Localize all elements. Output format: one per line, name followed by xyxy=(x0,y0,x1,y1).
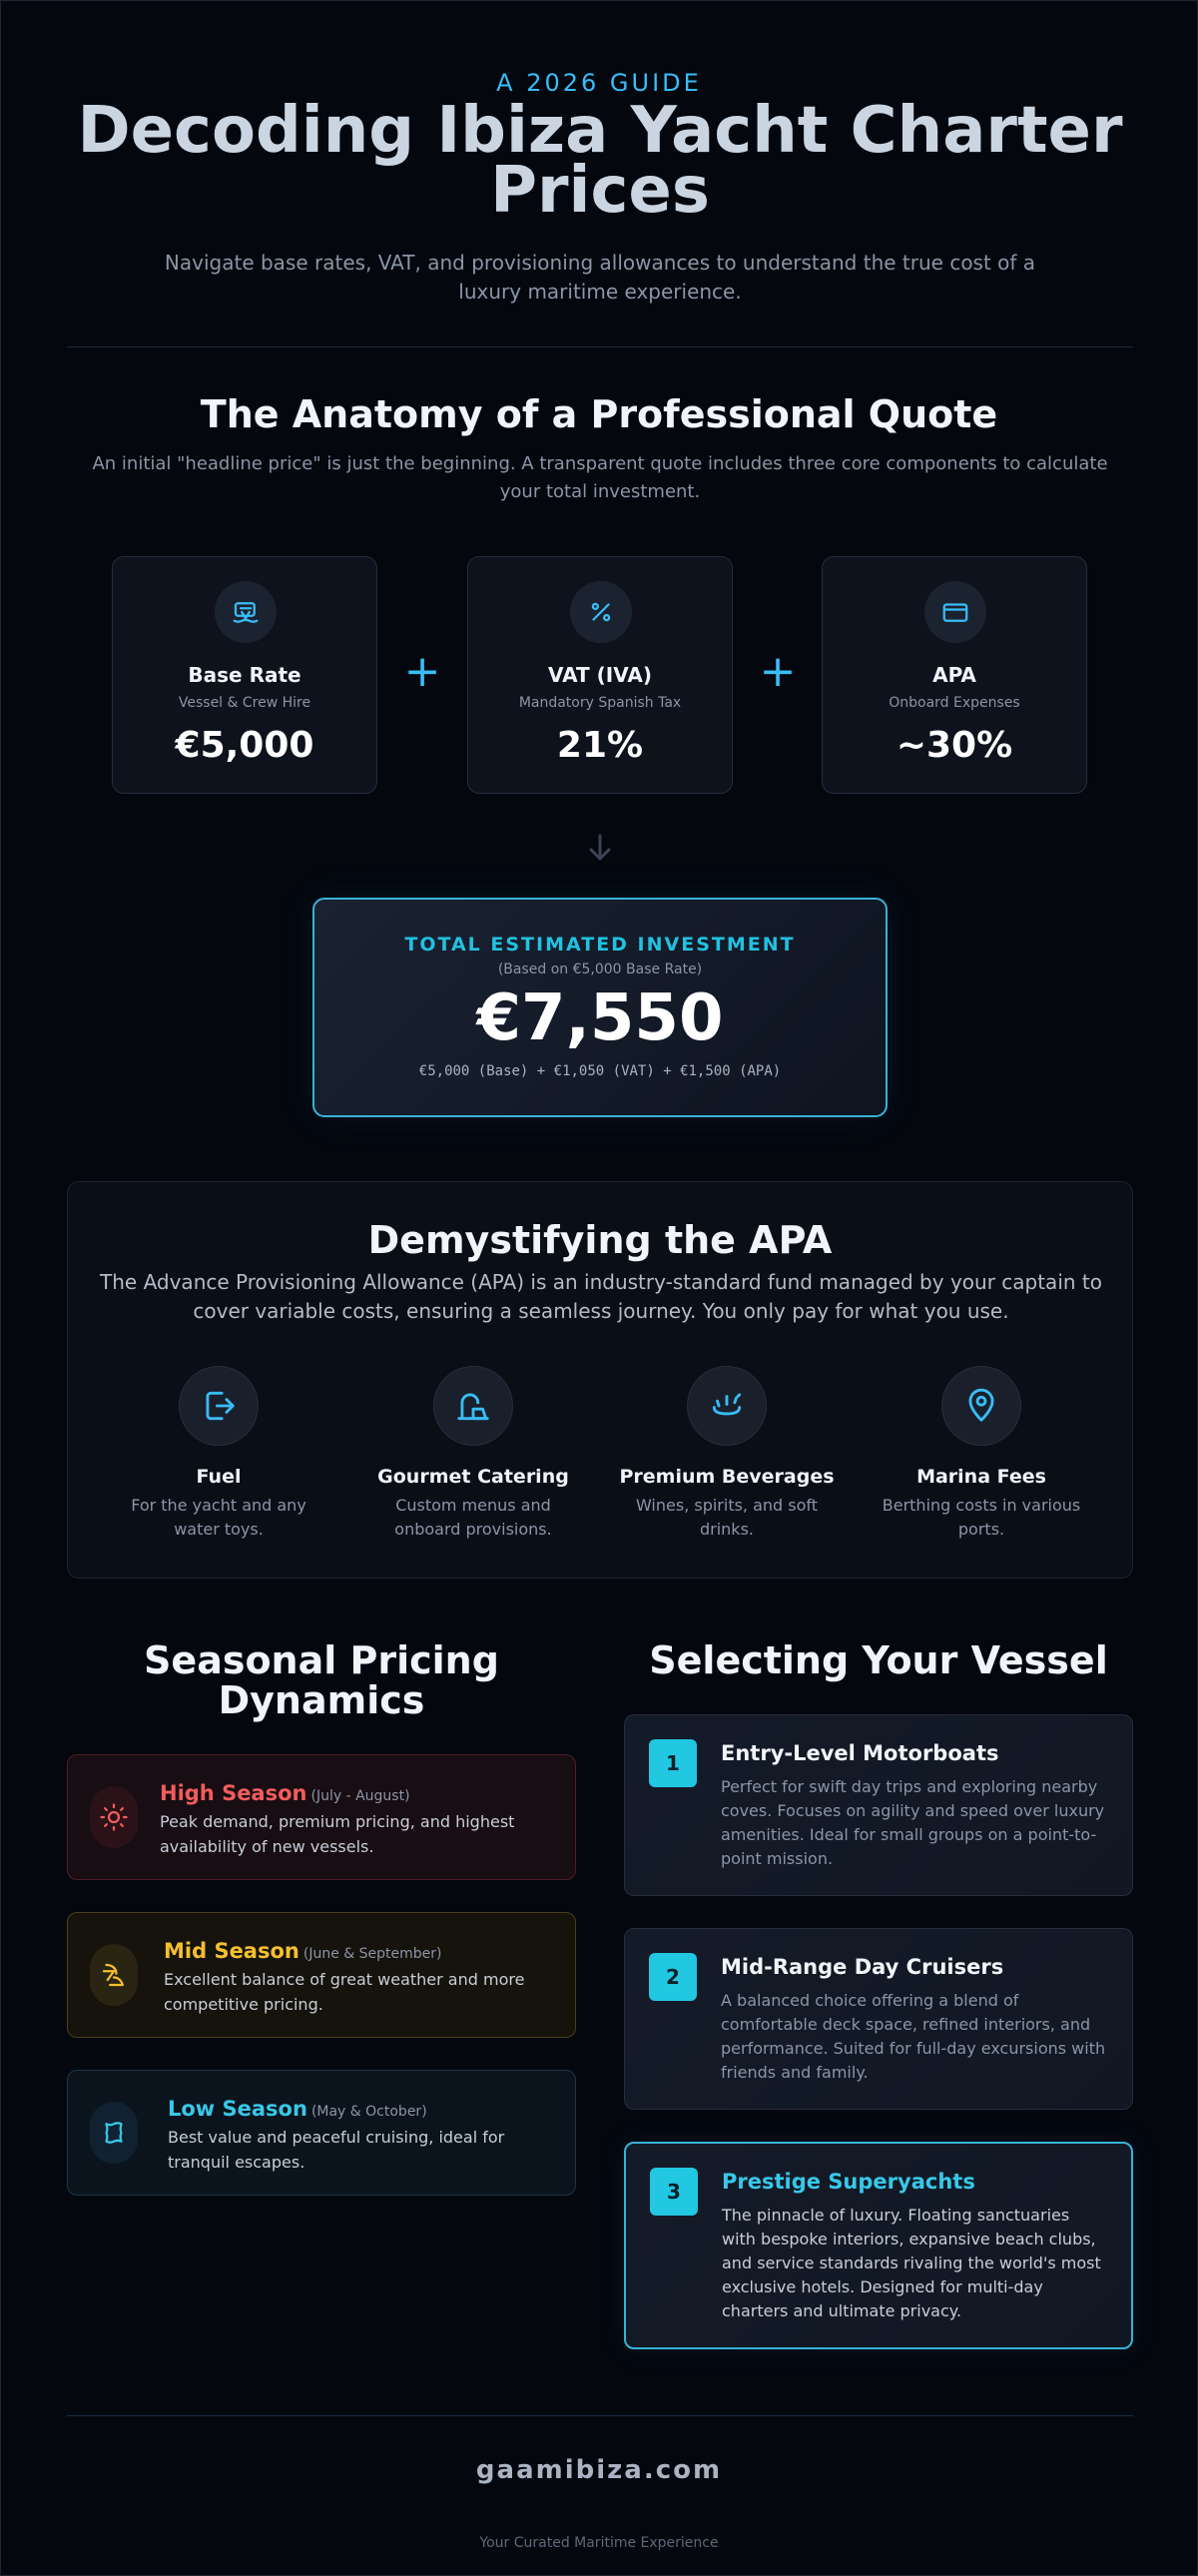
vessel-desc: Perfect for swift day trips and exploring nearby coves. Focuses on agility and speed over luxury amenities. Ideal for small groups on a point-to-point mission. xyxy=(721,1777,1105,1868)
apa-item-fuel xyxy=(109,1366,328,1542)
apa-item-catering xyxy=(363,1366,583,1542)
champagne-icon xyxy=(687,1366,767,1446)
chef-icon xyxy=(433,1366,513,1446)
component-card-vat xyxy=(467,556,733,794)
apa-item-desc: Wines, spirits, and soft drinks. xyxy=(635,1496,819,1539)
footer-tagline: Your Curated Maritime Experience xyxy=(479,2535,719,2551)
apa-item-name: Fuel xyxy=(196,1466,242,1488)
arrow-down-icon xyxy=(580,830,620,866)
component-name: VAT (IVA) xyxy=(548,663,652,687)
vessel-name: Mid-Range Day Cruisers xyxy=(721,1955,1004,1979)
fuel-icon xyxy=(179,1366,259,1446)
component-card-apa xyxy=(822,556,1087,794)
apa-title: Demystifying the APA xyxy=(367,1218,833,1262)
vessel-number-badge: 2 xyxy=(649,1953,697,2001)
total-value: €7,550 xyxy=(476,981,724,1055)
apa-item-name: Gourmet Catering xyxy=(377,1466,569,1488)
vessel-card-entry xyxy=(624,1714,1133,1896)
season-card-low xyxy=(67,2070,576,2196)
component-desc: Onboard Expenses xyxy=(889,695,1020,711)
apa-item-desc: Berthing costs in various ports. xyxy=(882,1496,1081,1539)
hero-subtitle: Navigate base rates, VAT, and provisioning allowances to understand the true cost of a luxury maritime experience. xyxy=(164,251,1036,304)
total-basis: (Based on €5,000 Base Rate) xyxy=(497,962,703,977)
vessel-number-badge: 3 xyxy=(650,2168,698,2216)
credit-card-icon xyxy=(924,581,986,643)
component-value: ~30% xyxy=(896,725,1013,766)
vessel-number-badge: 1 xyxy=(649,1739,697,1787)
sun-icon xyxy=(90,1786,138,1848)
season-card-mid xyxy=(67,1912,576,2038)
season-desc: Peak demand, premium pricing, and highest availability of new vessels. xyxy=(160,1812,515,1856)
season-card-high xyxy=(67,1754,576,1880)
component-card-base-rate xyxy=(112,556,377,794)
plus-sign: + xyxy=(759,646,797,697)
total-label: TOTAL ESTIMATED INVESTMENT xyxy=(404,934,796,956)
season-dates: (June & September) xyxy=(302,1946,442,1962)
vessel-name: Prestige Superyachts xyxy=(722,2170,975,2194)
season-desc: Excellent balance of great weather and more competitive pricing. xyxy=(164,1970,525,2014)
component-name: APA xyxy=(932,663,976,687)
seasons-title: Seasonal Pricing Dynamics xyxy=(144,1638,499,1722)
vessel-card-prestige xyxy=(624,2142,1133,2349)
hero-kicker: A 2026 GUIDE xyxy=(496,69,702,97)
season-name: High Season xyxy=(160,1781,307,1805)
season-name: Low Season xyxy=(168,2097,307,2121)
component-desc: Vessel & Crew Hire xyxy=(178,695,311,711)
apa-item-name: Marina Fees xyxy=(916,1466,1046,1488)
anatomy-title: The Anatomy of a Professional Quote xyxy=(200,392,998,436)
footer-brand: gaamibiza.com xyxy=(475,2455,723,2485)
vessel-card-mid xyxy=(624,1928,1133,2110)
vessel-name: Entry-Level Motorboats xyxy=(721,1741,999,1765)
sun-cloud-icon xyxy=(90,1944,138,2006)
season-dates: (July - August) xyxy=(310,1788,410,1804)
season-dates: (May & October) xyxy=(310,2104,427,2120)
percent-icon xyxy=(570,581,632,643)
season-desc: Best value and peaceful cruising, ideal for tranquil escapes. xyxy=(168,2128,505,2172)
page-title: Decoding Ibiza Yacht Charter Prices xyxy=(77,94,1123,228)
apa-panel xyxy=(67,1181,1133,1579)
total-investment-box xyxy=(312,898,888,1117)
vessel-desc: A balanced choice offering a blend of comfortable deck space, refined interiors, and performance. Suited for full-day excursions with friends and family. xyxy=(721,1991,1106,2082)
divider xyxy=(67,2415,1133,2416)
component-value: 21% xyxy=(556,725,644,766)
vessels-title: Selecting Your Vessel xyxy=(649,1638,1108,1682)
anatomy-intro: An initial "headline price" is just the beginning. A transparent quote includes three core components to calculate your total investment. xyxy=(92,453,1108,502)
component-name: Base Rate xyxy=(188,663,301,687)
apa-item-desc: For the yacht and any water toys. xyxy=(131,1496,306,1539)
component-value: €5,000 xyxy=(175,725,314,766)
wave-icon xyxy=(90,2102,138,2164)
total-breakdown: €5,000 (Base) + €1,050 (VAT) + €1,500 (APA) xyxy=(418,1063,782,1079)
apa-intro: The Advance Provisioning Allowance (APA) is an industry-standard fund managed by your captain to cover variable costs, ensuring a seamless journey. You only pay for what you use. xyxy=(100,1270,1102,1323)
plus-sign: + xyxy=(403,646,441,697)
apa-item-desc: Custom menus and onboard provisions. xyxy=(394,1496,552,1539)
season-name: Mid Season xyxy=(164,1939,300,1963)
ship-icon xyxy=(215,581,277,643)
apa-item-beverages xyxy=(617,1366,837,1542)
divider xyxy=(67,346,1133,347)
apa-item-name: Premium Beverages xyxy=(619,1466,835,1488)
component-desc: Mandatory Spanish Tax xyxy=(518,695,682,711)
apa-item-marina xyxy=(872,1366,1091,1542)
vessel-desc: The pinnacle of luxury. Floating sanctuaries with bespoke interiors, expansive beach clubs, and service standards rivaling the world's most exclusive hotels. Designed for multi-day charters and ultimate privacy. xyxy=(722,2206,1101,2320)
map-pin-icon xyxy=(941,1366,1021,1446)
